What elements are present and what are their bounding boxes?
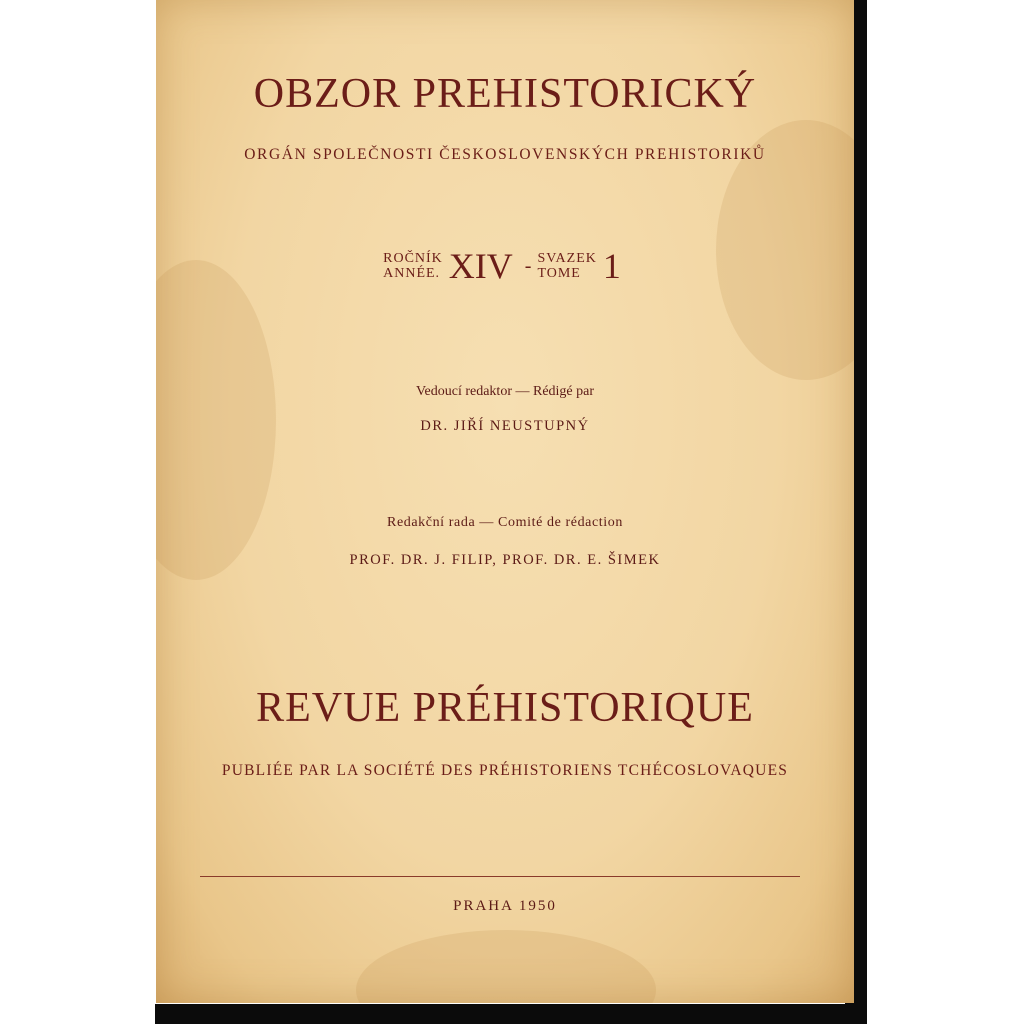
subtitle-french: PUBLIÉE PAR LA SOCIÉTÉ DES PRÉHISTORIENS TCHÉCOSLOVAQUES: [221, 762, 789, 779]
volume-label-czech: ROČNÍK: [383, 251, 443, 266]
issue-number: 1: [602, 246, 621, 286]
title-czech: OBZOR PREHISTORICKÝ: [253, 71, 757, 117]
title-french: REVUE PRÉHISTORIQUE: [256, 685, 754, 731]
issue-label-czech: SVAZEK: [537, 251, 597, 266]
volume-label: [383, 251, 443, 281]
journal-cover: [156, 0, 854, 1003]
editor-name: DR. JIŘÍ NEUSTUPNÝ: [420, 418, 590, 434]
issue-label-french: TOME: [537, 266, 581, 281]
issue-label: [537, 251, 596, 281]
paper-stain: [356, 930, 656, 1003]
volume-issue-block: [156, 248, 854, 284]
subtitle-czech: ORGÁN SPOLEČNOSTI ČESKOSLOVENSKÝCH PREHISTORIKŮ: [244, 146, 766, 163]
board-label: Redakční rada — Comité de rédaction: [387, 515, 623, 530]
volume-separator: -: [524, 254, 532, 277]
editor-label: Vedoucí redaktor — Rédigé par: [415, 384, 595, 399]
volume-label-french: ANNÉE.: [383, 266, 441, 281]
volume-number: XIV: [448, 246, 513, 286]
horizontal-rule: [200, 876, 800, 877]
board-names: PROF. DR. J. FILIP, PROF. DR. E. ŠIMEK: [349, 552, 661, 568]
black-background-bottom: [155, 1004, 867, 1024]
imprint: PRAHA 1950: [453, 898, 557, 914]
